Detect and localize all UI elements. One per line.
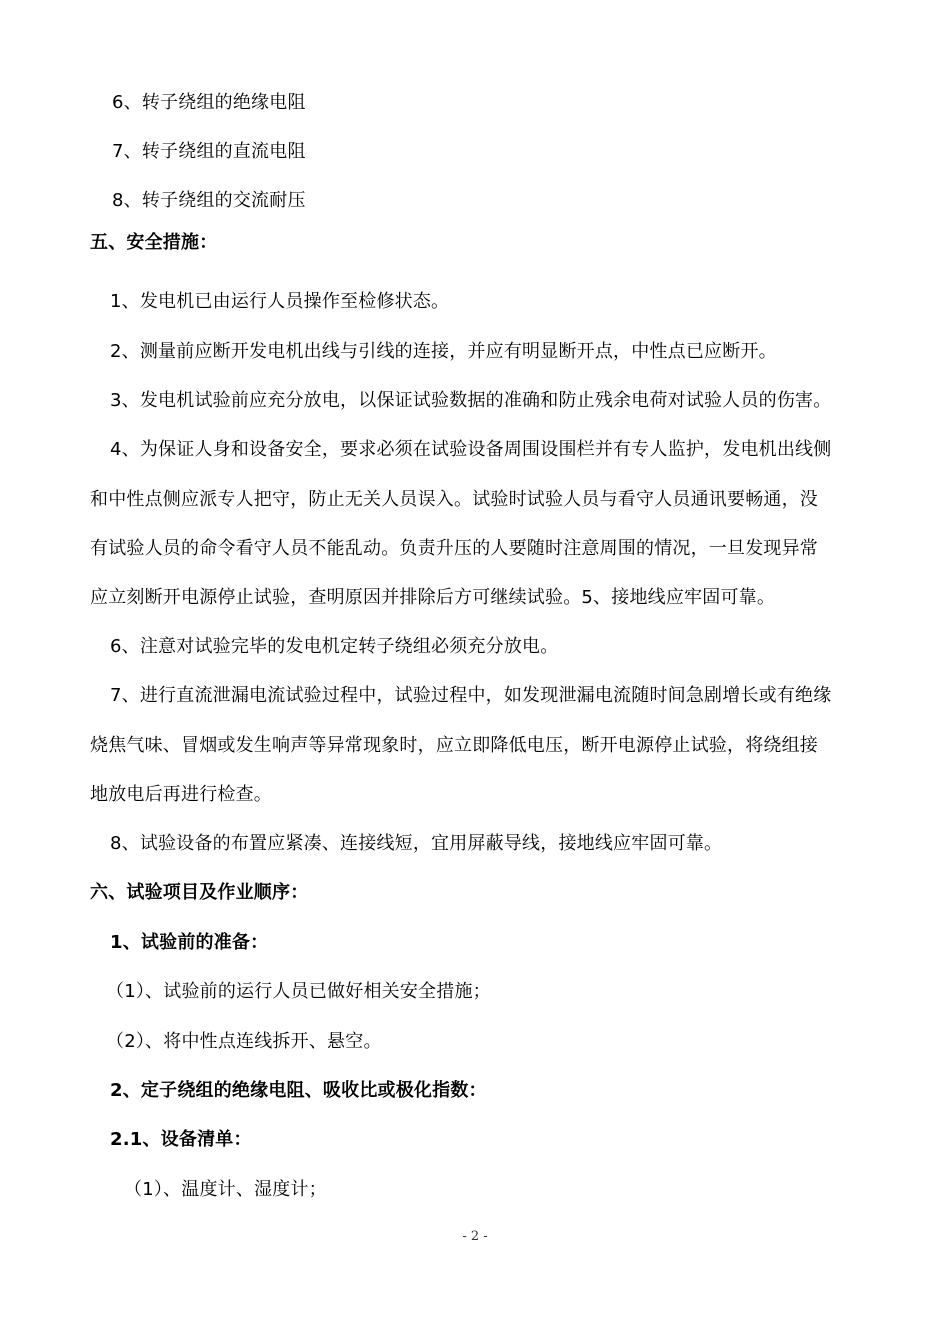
safety-line-4c: 有试验人员的命令看守人员不能乱动。负责升压的人要随时注意周围的情况，一旦发现异常 — [90, 538, 818, 559]
preparation-item-1: （1）、试验前的运行人员已做好相关安全措施； — [106, 981, 491, 1002]
safety-line-6: 6、注意对试验完毕的发电机定转子绕组必须充分放电。 — [110, 636, 559, 657]
subsection-heading-equipment-list: 2.1、设备清单： — [110, 1129, 252, 1150]
subsection-heading-stator-insulation: 2、定子绕组的绝缘电阻、吸收比或极化指数： — [110, 1080, 487, 1101]
safety-line-4d: 应立刻断开电源停止试验，查明原因并排除后方可继续试验。5、接地线应牢固可靠。 — [90, 587, 776, 608]
subsection-heading-preparation: 1、试验前的准备： — [110, 932, 269, 953]
safety-line-4a: 4、为保证人身和设备安全，要求必须在试验设备周围设围栏并有专人监护，发电机出线侧 — [110, 439, 832, 460]
safety-line-7b: 烧焦气味、冒烟或发生响声等异常现象时，应立即降低电压，断开电源停止试验，将绕组接 — [90, 735, 818, 756]
section-heading-safety: 五、安全措施： — [90, 232, 218, 253]
safety-line-3: 3、发电机试验前应充分放电，以保证试验数据的准确和防止残余电荷对试验人员的伤害。 — [110, 390, 832, 411]
safety-line-7a: 7、进行直流泄漏电流试验过程中，试验过程中，如发现泄漏电流随时间急剧增长或有绝缘 — [110, 685, 832, 706]
safety-line-2: 2、测量前应断开发电机出线与引线的连接，并应有明显断开点，中性点已应断开。 — [110, 341, 777, 362]
page-number: - 2 - — [462, 1229, 488, 1244]
safety-line-4b: 和中性点侧应派专人把守，防止无关人员误入。试验时试验人员与看守人员通讯要畅通，没 — [90, 489, 818, 510]
safety-line-7c: 地放电后再进行检查。 — [90, 784, 272, 805]
safety-line-1: 1、发电机已由运行人员操作至检修状态。 — [110, 291, 450, 312]
list-item-8: 8、转子绕组的交流耐压 — [112, 190, 306, 211]
section-heading-test-items: 六、试验项目及作业顺序： — [90, 882, 309, 903]
equipment-item-1: （1）、温度计、湿度计； — [124, 1179, 327, 1200]
list-item-6: 6、转子绕组的绝缘电阻 — [112, 92, 306, 113]
safety-line-8: 8、试验设备的布置应紧凑、连接线短，宜用屏蔽导线，接地线应牢固可靠。 — [110, 833, 723, 854]
list-item-7: 7、转子绕组的直流电阻 — [112, 141, 306, 162]
preparation-item-2: （2）、将中性点连线拆开、悬空。 — [106, 1031, 382, 1052]
